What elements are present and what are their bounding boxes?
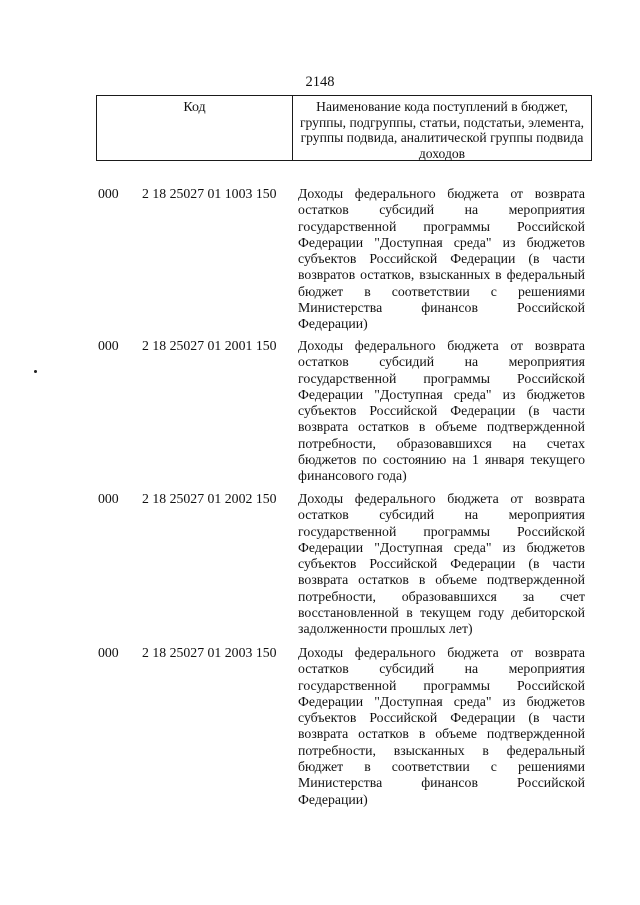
header-name-cell: Наименование кода поступлений в бюджет, группы, подгруппы, статьи, подстатьи, элемента, группы подвида, аналитической группы подвида доходов [299,99,585,161]
row-admin-code: 000 [98,491,119,506]
page-number: 2148 [305,74,335,90]
header-code-cell: Код [97,96,293,160]
table-header [96,95,592,161]
row-income-code: 2 18 25027 01 2002 150 [142,491,277,506]
row-admin-code: 000 [98,338,119,353]
row-description: Доходы федерального бюджета от возврата остатков субсидий на мероприятия государственной программы Российской Федерации "Доступная среда" из бюджетов субъектов Российской Федерации (в части возвратов остатков, взысканных в федеральный бюджет в соответствии с решениями Министерства финансов Российской Федерации) [298,186,585,332]
row-income-code: 2 18 25027 01 2003 150 [142,645,277,660]
margin-dot-mark [34,370,37,373]
row-description: Доходы федерального бюджета от возврата остатков субсидий на мероприятия государственной программы Российской Федерации "Доступная среда" из бюджетов субъектов Российской Федерации (в части возврата остатков в объеме подтвержденной потребности, взысканных в федеральный бюджет в соответствии с решениями Министерства финансов Российской Федерации) [298,645,585,807]
table-row [0,645,640,815]
row-description: Доходы федерального бюджета от возврата остатков субсидий на мероприятия государственной программы Российской Федерации "Доступная среда" из бюджетов субъектов Российской Федерации (в части возврата остатков в объеме подтвержденной потребности, образовавшихся на счетах бюджетов по состоянию на 1 января текущего финансового года) [298,338,585,484]
row-description: Доходы федерального бюджета от возврата остатков субсидий на мероприятия государственной программы Российской Федерации "Доступная среда" из бюджетов субъектов Российской Федерации (в части возврата остатков в объеме подтвержденной потребности, образовавшихся за счет восстановленной в текущем году дебиторской задолженности прошлых лет) [298,491,585,637]
row-admin-code: 000 [98,645,119,660]
row-income-code: 2 18 25027 01 1003 150 [142,186,277,201]
table-body [0,186,640,815]
row-income-code: 2 18 25027 01 2001 150 [142,338,277,353]
table-row [0,338,640,491]
table-row [0,186,640,338]
table-row [0,491,640,645]
row-admin-code: 000 [98,186,119,201]
